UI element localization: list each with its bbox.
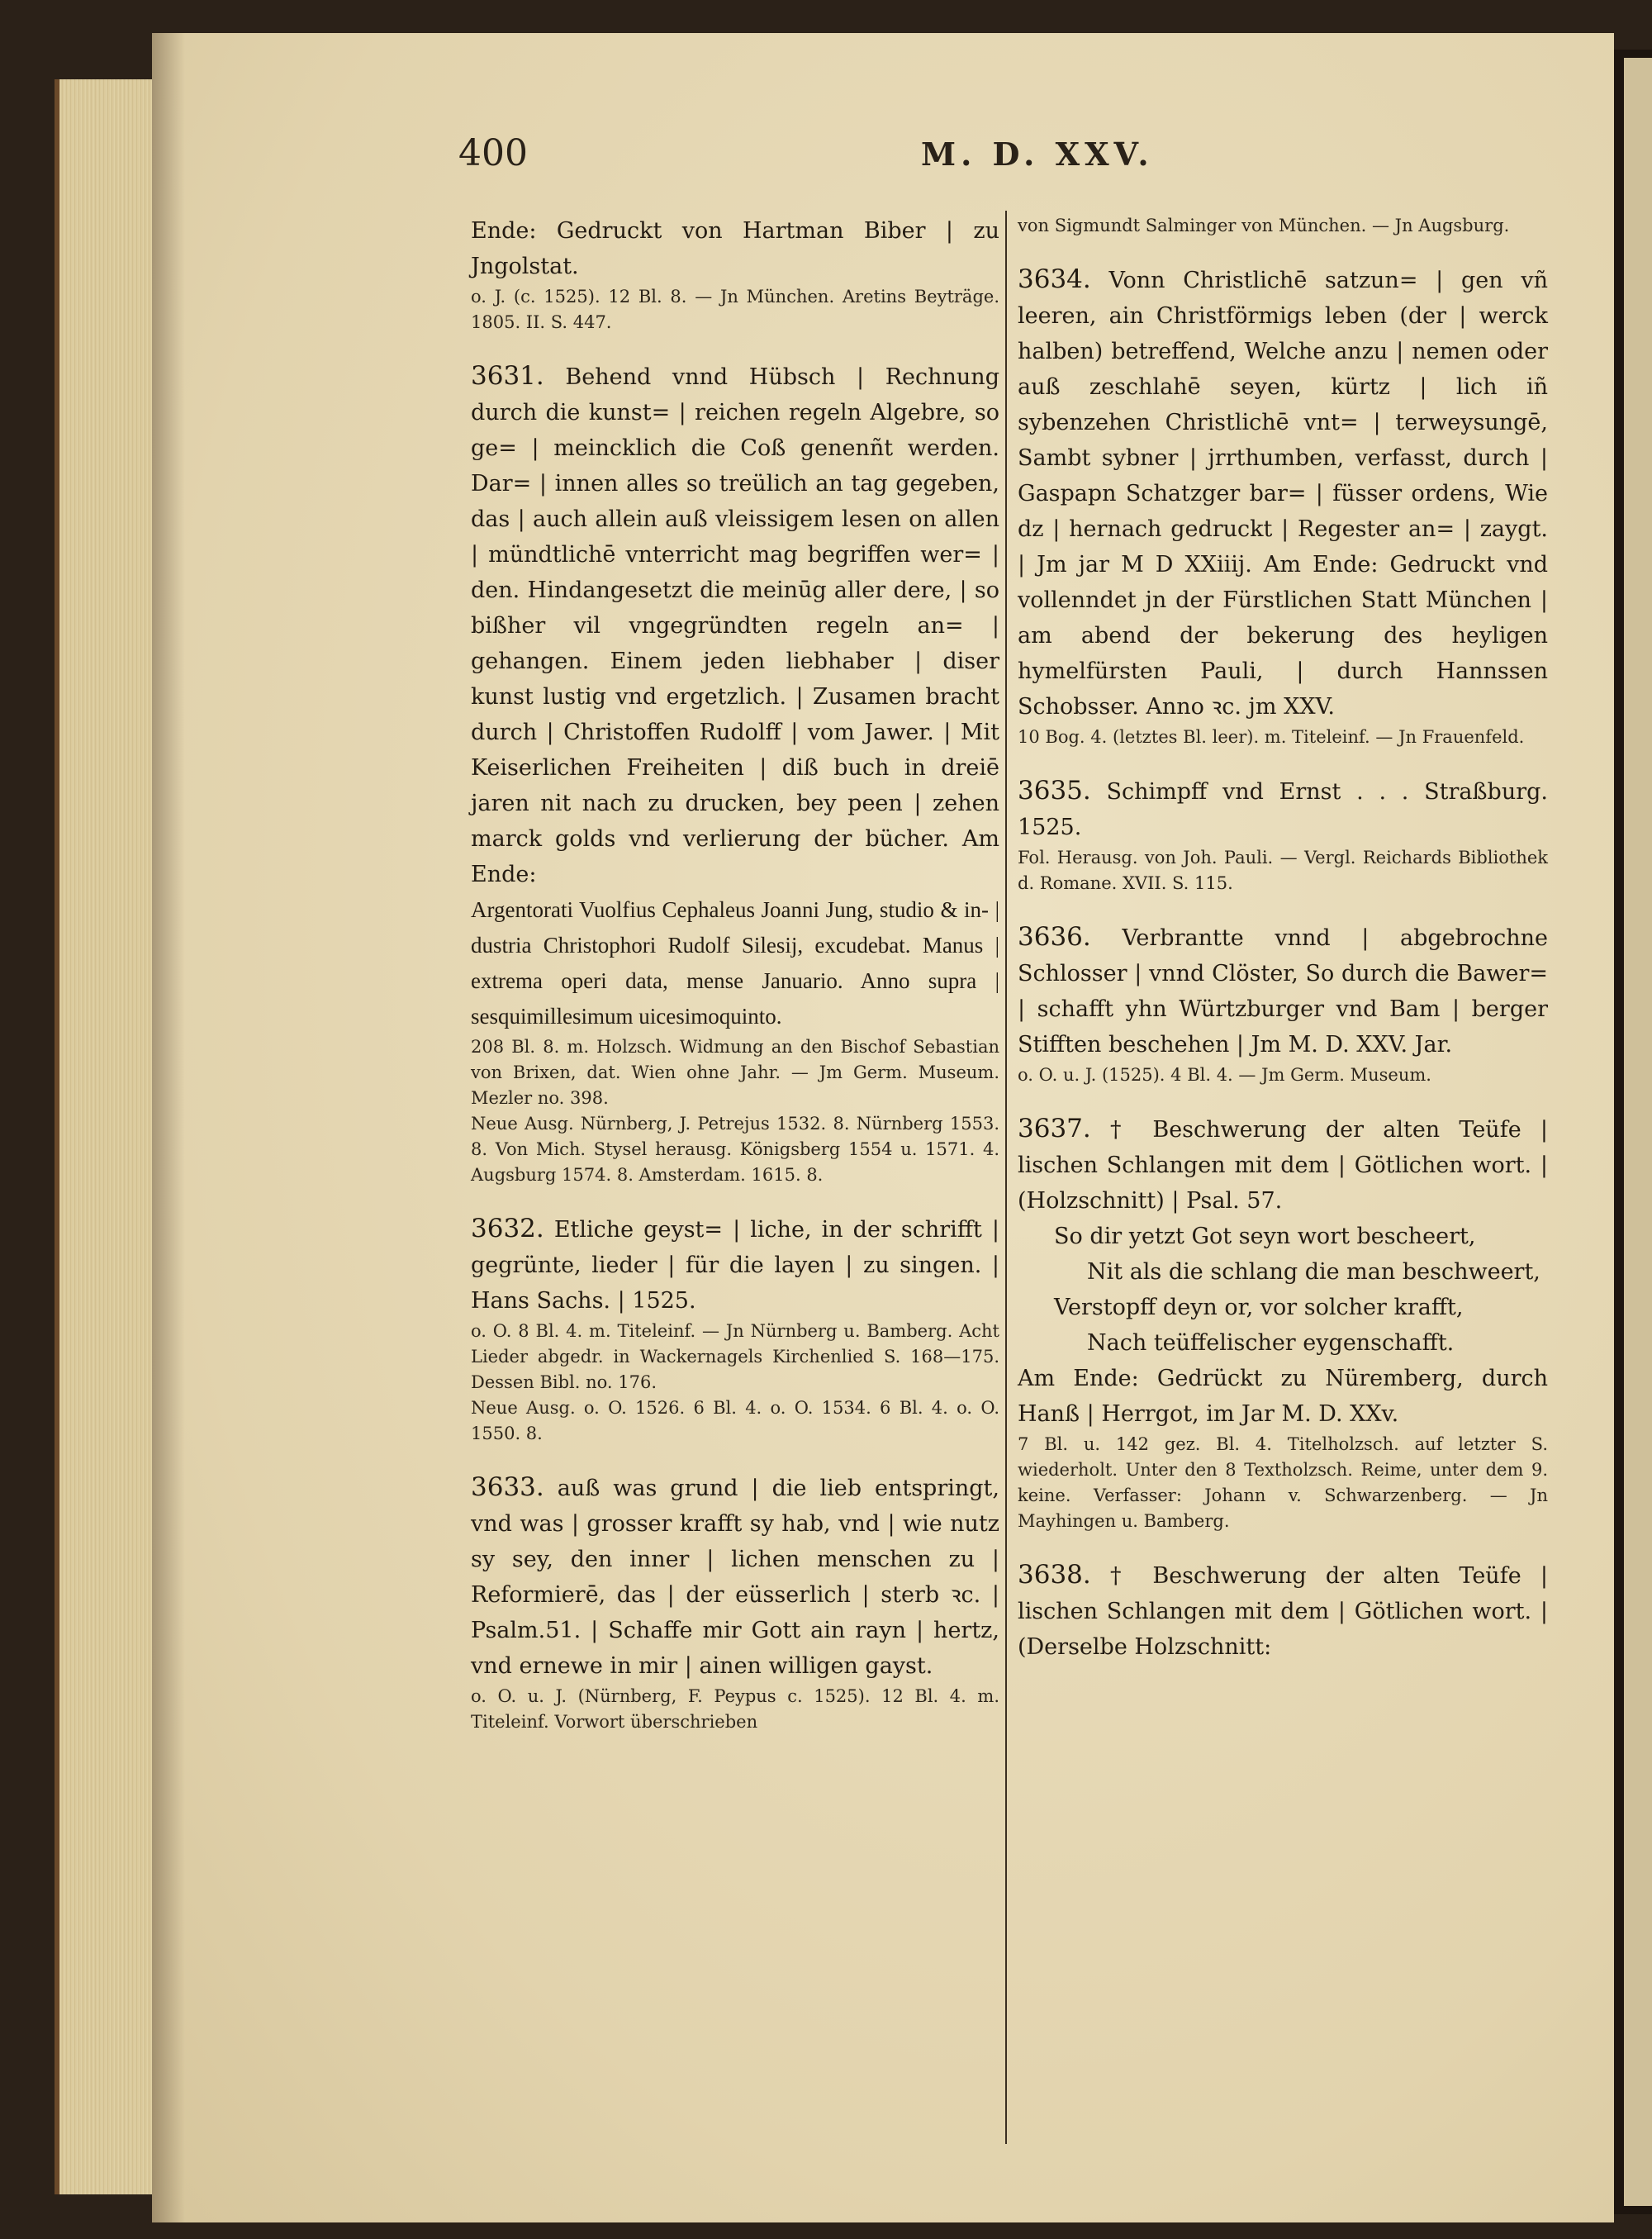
entry-3634 <box>1018 262 1548 725</box>
entry-number: 3636. <box>1018 922 1091 952</box>
entry-title: † Beschwerung der alten Teüfe | lischen Schlangen mit dem | Götlichen wort. | (Holzschnitt) | Psal. 57. <box>1018 1117 1548 1214</box>
left-column <box>471 213 999 1735</box>
verse-line: Nit als die schlang die man beschweert, <box>1087 1259 1540 1285</box>
entry-note: 208 Bl. 8. m. Holzsch. Widmung an den Bischof Sebastian von Brixen, dat. Wien ohne Jahr. — Jm Germ. Museum. Mezler no. 398. <box>471 1037 999 1108</box>
entry-3635 <box>1018 773 1548 845</box>
entry-title: † Beschwerung der alten Teüfe | lischen Schlangen mit dem | Götlichen wort. | (Derselbe Holzschnitt: <box>1018 1563 1548 1660</box>
entry-text: Ende: Gedruckt von Hartman Biber | zu Jngolstat. <box>471 218 999 279</box>
entry-title: Vonn Christlichē satzun= | gen vñ leeren, ain Christförmigs leben (der | werck halben) betreffend, Welche anzu | nemen oder auß zeschlahē seyen, kürtz | lich iñ sybenzehen Christlichē vnt= | terweysungē, Sambt sybner | jrrthumben, verfasst, durch | Gaspарn Schatzger bar= | füsser ordens, Wie dz | hernach gedruckt | Regester an= | zaygt. | Jm jar M D XXiiij. Am Ende: Gedruckt vnd vollenndet jn der Fürstlichen Statt München | am abend der bekerung des heyligen hymelfürsten Pauli, | durch Hannssen Schobsser. Anno ꝛc. jm XXV. <box>1018 268 1548 720</box>
entry-note: von Sigmundt Salminger von München. — Jn Augsburg. <box>1018 216 1510 235</box>
entry-number: 3633. <box>471 1472 544 1502</box>
entry-number: 3632. <box>471 1214 544 1243</box>
entry-3631 <box>471 359 999 892</box>
entry-note: 7 Bl. u. 142 gez. Bl. 4. Titelholzsch. auf letzter S. wiederholt. Unter den 8 Textholzsch. Reime, unter dem 9. keine. Verfasser: Johann v. Schwarzenberg. — Jn Mayhingen u. Bamberg. <box>1018 1434 1548 1531</box>
entry-title: Etliche geyst= | liche, in der schrifft | gegrünte, lieder | für die layen | zu singen. | Hans Sachs. | 1525. <box>471 1217 999 1314</box>
column-divider <box>1005 211 1007 2144</box>
entry-note: o. O. u. J. (Nürnberg, F. Peypus c. 1525). 12 Bl. 4. m. Titeleinf. Vorwort überschrieben <box>471 1686 999 1732</box>
gutter-shadow <box>152 33 185 2222</box>
entry-latin-colophon: Argentorati Vuolfius Cephaleus Joanni Jung, studio & in- | dustria Christophori Rudolf Silesij, excudebat. Manus | extrema operi data, mense Januario. Anno supra | sesquimillesimum uicesimoquinto. <box>471 897 999 1029</box>
entry-note: o. O. 8 Bl. 4. m. Titeleinf. — Jn Nürnberg u. Bamberg. Acht Lieder abgedr. in Wackernagels Kirchenlied S. 168—175. Dessen Bibl. no. 176. <box>471 1321 999 1392</box>
entry-number: 3634. <box>1018 264 1091 294</box>
entry-title: auß was grund | die lieb entspringt, vnd was | grosser krafft sy hab, vnd | wie nutz sy sey, den inner | lichen menschen zu | Reformierē, das | der eüsserlich | sterb ꝛc. | Psalm.51. | Schaffe mir Gott ain rayn | hertz, vnd ernewe in mir | ainen willigen gayst. <box>471 1476 999 1679</box>
verse-line: Verstopff deyn or, vor solcher krafft, <box>1054 1295 1464 1320</box>
entry-note: 10 Bog. 4. (letztes Bl. leer). m. Titeleinf. — Jn Frauenfeld. <box>1018 727 1525 747</box>
entry-text: Am Ende: Gedrückt zu Nüremberg, durch Hanß | Herrgot, im Jar M. D. XXv. <box>1018 1366 1548 1427</box>
page-header <box>458 132 1590 190</box>
right-column <box>1018 213 1548 1665</box>
verse-line: Nach teüffelischer eygenschafft. <box>1087 1330 1455 1356</box>
entry-note: o. J. (c. 1525). 12 Bl. 8. — Jn München. Aretins Beyträge. 1805. II. S. 447. <box>471 287 999 332</box>
entry-number: 3638. <box>1018 1560 1091 1590</box>
entry-note: o. O. u. J. (1525). 4 Bl. 4. — Jm Germ. Museum. <box>1018 1065 1431 1085</box>
entry-3633 <box>471 1470 999 1684</box>
entry-number: 3631. <box>471 361 544 391</box>
entry-note: Fol. Herausg. von Joh. Pauli. — Vergl. Reichards Bibliothek d. Romane. XVII. S. 115. <box>1018 848 1548 893</box>
entry-3637 <box>1018 1111 1548 1219</box>
entry-3638 <box>1018 1557 1548 1665</box>
entry-3632 <box>471 1211 999 1319</box>
verse-line: So dir yetzt Got seyn wort bescheert, <box>1054 1224 1476 1249</box>
running-head: M. D. XXV. <box>921 135 1154 173</box>
next-page-edge <box>1624 58 1652 2206</box>
entry-note: Neue Ausg. Nürnberg, J. Petrejus 1532. 8. Nürnberg 1553. 8. Von Mich. Stysel herausg. Königsberg 1554 u. 1571. 4. Augsburg 1574. 8. Amsterdam. 1615. 8. <box>471 1114 999 1185</box>
page-edges <box>55 79 157 2194</box>
entry-title: Behend vnnd Hübsch | Rechnung durch die kunst= | reichen regeln Algebre, so ge= | meincklich die Coß genenñt werden. Dar= | innen alles so treülich an tag gegeben, das | auch allein auß vleissigem lesen on allen | mündtlichē vnterricht mag begriffen wer= | den. Hindangesetzt die meinūg aller dere, | so bißher vil vngegründten regeln an= | gehangen. Einem jeden liebhaber | diser kunst lustig vnd ergetzlich. | Zusamen bracht durch | Christoffen Rudolff | vom Jawer. | Mit Keiserlichen Freiheiten | diß buch in dreiē jaren nit nach zu drucken, bey peen | zehen marck golds vnd verlierung der bücher. Am Ende: <box>471 364 999 887</box>
entry-number: 3635. <box>1018 776 1091 806</box>
entry-note: Neue Ausg. o. O. 1526. 6 Bl. 4. o. O. 1534. 6 Bl. 4. o. O. 1550. 8. <box>471 1398 999 1443</box>
entry-number: 3637. <box>1018 1114 1091 1143</box>
page-number: 400 <box>458 132 528 174</box>
entry-3636 <box>1018 920 1548 1062</box>
entry-title: Schimpff vnd Ernst . . . Straßburg. 1525. <box>1018 779 1548 840</box>
entry-title: Verbrantte vnnd | abgebrochne Schlosser | vnnd Clöster, So durch die Bawer= | schafft yhn Würtzburger vnd Bam | berger Stifften beschehen | Jm M. D. XXV. Jar. <box>1018 925 1548 1058</box>
